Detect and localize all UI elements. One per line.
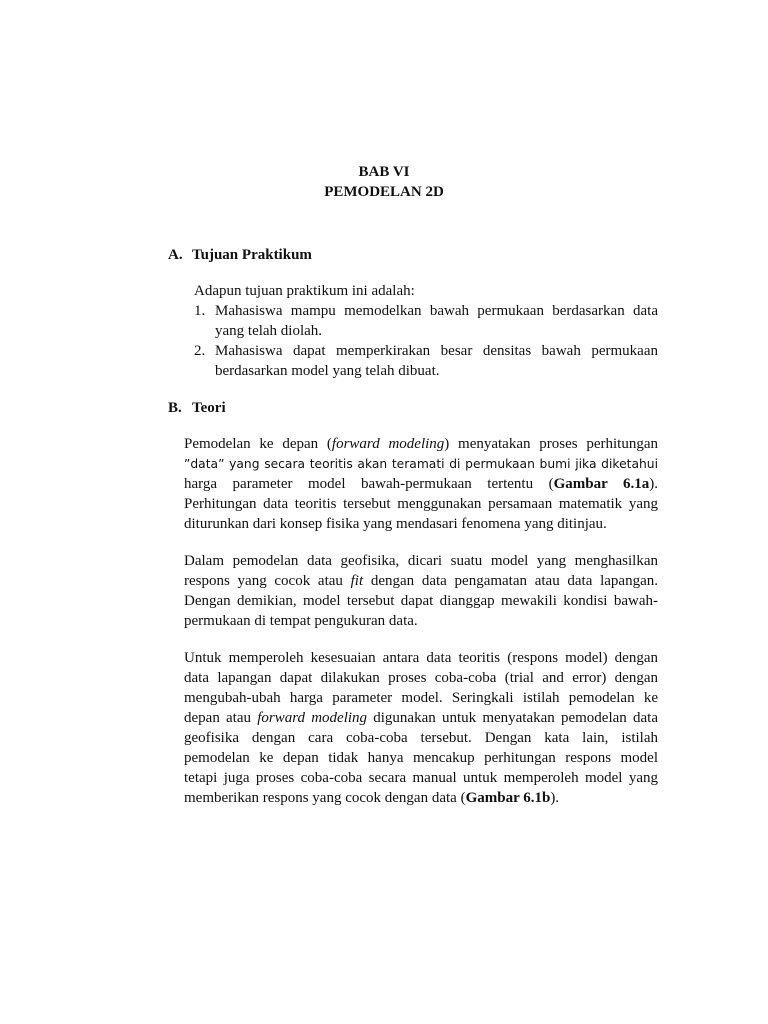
paragraph-line: data lapangan dapat dilakukan proses coba-coba (trial and error) dengan [184, 670, 658, 686]
list-item-text: Mahasiswa mampu memodelkan bawah permukaan berdasarkan data yang telah diolah. [215, 303, 658, 339]
section-b-letter: B. [168, 400, 182, 416]
section-a-letter: A. [168, 247, 183, 263]
paragraph-line: tetapi juga proses coba-coba secara manual untuk memperoleh model yang [184, 770, 658, 786]
objectives-list [194, 301, 658, 381]
paragraph-line: memberikan respons yang cocok dengan data (Gambar 6.1b). [184, 790, 560, 806]
paragraph-line: Perhitungan data teoritis tersebut menggunakan persamaan matematik yang [184, 496, 658, 512]
paragraph-line: ”data” yang secara teoritis akan teramati di permukaan bumi jika diketahui [184, 457, 658, 471]
paragraph-line: Untuk memperoleh kesesuaian antara data teoritis (respons model) dengan [184, 650, 658, 666]
list-item [194, 341, 658, 381]
paragraph-geophysics-model [184, 551, 658, 631]
paragraph-line: harga parameter model bawah-permukaan tertentu (Gambar 6.1a). [184, 476, 658, 492]
section-a-title: Tujuan Praktikum [192, 247, 312, 263]
paragraph-forward-modeling [184, 434, 658, 534]
section-b-title: Teori [192, 400, 226, 416]
section-a-intro: Adapun tujuan praktikum ini adalah: [194, 283, 415, 299]
term-fit: fit [350, 573, 364, 589]
paragraph-line: geofisika dengan cara coba-coba tersebut. Dengan kata lain, istilah [184, 730, 658, 746]
list-item-number: 1. [194, 303, 206, 319]
paragraph-trial-error [184, 648, 658, 808]
paragraph-line: diturunkan dari konsep fisika yang mendasari fenomena yang ditinjau. [184, 516, 607, 532]
list-item-number: 2. [194, 343, 206, 359]
paragraph-line: Dalam pemodelan data geofisika, dicari suatu model yang menghasilkan [184, 553, 658, 569]
chapter-title: PEMODELAN 2D [324, 184, 444, 200]
chapter-label: BAB VI [358, 164, 410, 180]
section-b-heading [168, 398, 226, 418]
figure-reference: Gambar 6.1b [465, 790, 551, 806]
list-item [194, 301, 658, 341]
paragraph-line: Pemodelan ke depan (forward modeling) menyatakan proses perhitungan [184, 436, 658, 452]
term-forward-modeling: forward modeling [257, 710, 368, 726]
paragraph-line: permukaan di tempat pengukuran data. [184, 613, 418, 629]
paragraph-line: pemodelan ke depan tidak hanya mencakup perhitungan respons model [184, 750, 658, 766]
paragraph-line: mengubah-ubah harga parameter model. Seringkali istilah pemodelan ke [184, 690, 658, 706]
list-item-text: Mahasiswa dapat memperkirakan besar densitas bawah permukaan berdasarkan model yang telah dibuat. [215, 343, 658, 379]
paragraph-line: depan atau forward modeling digunakan untuk menyatakan pemodelan data [184, 710, 658, 726]
paragraph-line: Dengan demikian, model tersebut dapat dianggap mewakili kondisi bawah- [184, 593, 658, 609]
section-a-heading [168, 245, 312, 265]
figure-reference: Gambar 6.1a [553, 476, 650, 492]
term-forward-modeling: forward modeling [331, 436, 445, 452]
paragraph-line: respons yang cocok atau fit dengan data pengamatan atau data lapangan. [184, 573, 658, 589]
